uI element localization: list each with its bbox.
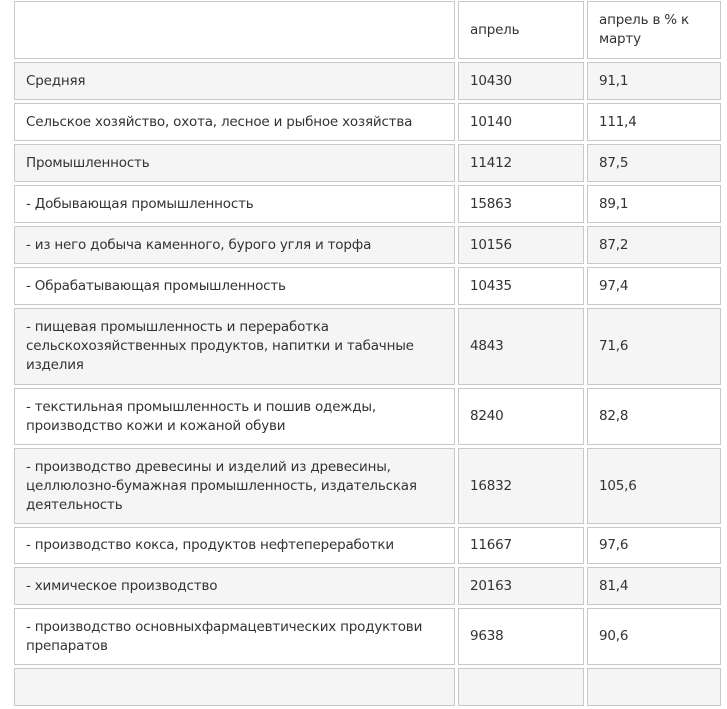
- row-label: Промышленность: [14, 144, 455, 182]
- row-label: Сельское хозяйство, охота, лесное и рыбное хозяйства: [14, 103, 455, 141]
- table-row: [14, 144, 721, 182]
- row-label: - Добывающая промышленность: [14, 185, 455, 223]
- row-april-value: 9638: [458, 608, 584, 665]
- row-pct-value: 90,6: [587, 608, 721, 665]
- table-row: [14, 668, 721, 706]
- header-cell-april-pct: апрель в % к марту: [587, 1, 721, 59]
- row-april-value: 4843: [458, 308, 584, 385]
- table-row: [14, 62, 721, 100]
- table-row: [14, 308, 721, 385]
- row-april-value: 11412: [458, 144, 584, 182]
- table-row: [14, 388, 721, 445]
- row-pct-value: 82,8: [587, 388, 721, 445]
- row-pct-value: 105,6: [587, 448, 721, 524]
- row-april-value: 10140: [458, 103, 584, 141]
- table-row: [14, 527, 721, 564]
- table-row: [14, 103, 721, 141]
- row-april-value: 20163: [458, 567, 584, 605]
- row-april-value: 11667: [458, 527, 584, 564]
- row-april-value: 16832: [458, 448, 584, 524]
- row-pct-value: 91,1: [587, 62, 721, 100]
- table-row: [14, 185, 721, 223]
- header-cell-label: [14, 1, 455, 59]
- row-label: - из него добыча каменного, бурого угля и торфа: [14, 226, 455, 264]
- row-label: [14, 668, 455, 706]
- row-label: - текстильная промышленность и пошив одежды, производство кожи и кожаной обуви: [14, 388, 455, 445]
- row-pct-value: 81,4: [587, 567, 721, 605]
- table-row: [14, 448, 721, 524]
- header-cell-april: апрель: [458, 1, 584, 59]
- row-pct-value: 97,6: [587, 527, 721, 564]
- table-row: [14, 267, 721, 305]
- table-header-row: [14, 1, 721, 59]
- row-pct-value: 87,2: [587, 226, 721, 264]
- row-label: Средняя: [14, 62, 455, 100]
- table-row: [14, 567, 721, 605]
- row-pct-value: 87,5: [587, 144, 721, 182]
- row-label: - производство основныхфармацевтических продуктови препаратов: [14, 608, 455, 665]
- row-april-value: 10430: [458, 62, 584, 100]
- row-label: - производство кокса, продуктов нефтепереработки: [14, 527, 455, 564]
- row-label: - химическое производство: [14, 567, 455, 605]
- salary-table-container: [11, 0, 723, 709]
- row-pct-value: 89,1: [587, 185, 721, 223]
- row-april-value: 15863: [458, 185, 584, 223]
- row-april-value: 8240: [458, 388, 584, 445]
- table-row: [14, 226, 721, 264]
- salary-by-industry-table: [11, 0, 724, 709]
- row-pct-value: 111,4: [587, 103, 721, 141]
- row-pct-value: 71,6: [587, 308, 721, 385]
- row-april-value: 10156: [458, 226, 584, 264]
- table-row: [14, 608, 721, 665]
- row-pct-value: 97,4: [587, 267, 721, 305]
- row-label: - Обрабатывающая промышленность: [14, 267, 455, 305]
- row-april-value: [458, 668, 584, 706]
- row-pct-value: [587, 668, 721, 706]
- row-label: - производство древесины и изделий из древесины, целлюлозно-бумажная промышленность, издательская деятельность: [14, 448, 455, 524]
- row-label: - пищевая промышленность и переработка сельскохозяйственных продуктов, напитки и табачные изделия: [14, 308, 455, 385]
- row-april-value: 10435: [458, 267, 584, 305]
